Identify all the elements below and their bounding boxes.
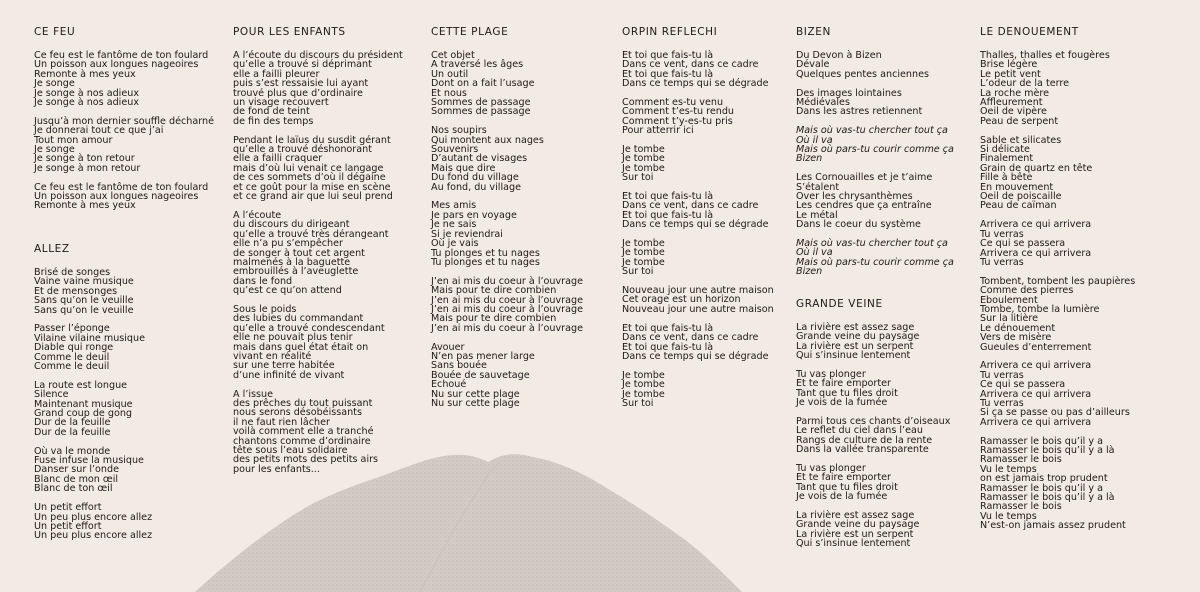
lyric-line: Je donnerai tout ce que j’ai: [34, 125, 164, 137]
lyric-line: Cet objet: [431, 50, 475, 61]
stanza: [34, 447, 152, 494]
lyric-line: Peau de serpent: [980, 115, 1059, 127]
stanza: [796, 89, 986, 117]
lyric-line: Vu le temps: [980, 463, 1037, 475]
lyric-line: Dont on a fait l’usage: [431, 78, 535, 90]
lyric-line: Sous le poids: [233, 303, 297, 315]
lyric-line: Si je reviendrai: [431, 228, 503, 240]
column-4: [622, 26, 812, 418]
lyric-line: Dur de la feuille: [34, 426, 111, 438]
lyric-line: Médiévales: [796, 97, 850, 109]
lyric-line: Je songe à nos adieux: [34, 97, 139, 109]
lyric-line: elle a failli craquer: [233, 153, 323, 165]
lyric-line: puis s’est ressaisie lui ayant: [233, 78, 369, 90]
lyric-line: Dans la vallée transparente: [796, 444, 929, 456]
lyric-line: Diable qui ronge: [34, 342, 114, 354]
lyric-line: Thalles, thalles et fougères: [980, 50, 1110, 61]
stanza: [796, 126, 986, 164]
lyric-line: Over les chrysanthèmes: [796, 191, 913, 203]
lyric-line: elle ne pouvait plus tenir: [233, 332, 353, 344]
stanza: [622, 192, 812, 230]
song-title: CE FEU: [34, 26, 76, 38]
lyric-line: mais d’où lui venait ce langage: [233, 162, 384, 174]
lyric-line: Grand coup de gong: [34, 408, 133, 420]
lyric-line: Un poisson aux longues nageoires: [34, 191, 199, 203]
stanza: [34, 183, 224, 211]
lyric-line: Je songe: [34, 78, 75, 90]
lyric-line: Blanc de mon œil: [34, 473, 119, 485]
lyric-line: Où il va: [796, 134, 833, 146]
lyric-line: Au fond, du village: [431, 181, 521, 193]
lyric-line: Finalement: [980, 153, 1034, 165]
lyric-line: L’odeur de la terre: [980, 78, 1070, 90]
stanza: [622, 145, 812, 183]
lyric-line: Tant que tu files droit: [796, 387, 898, 399]
lyric-line: Un outil: [431, 68, 469, 80]
lyric-line: Sur toi: [622, 266, 654, 278]
lyric-line: Ce feu est le fantôme de ton foulard: [34, 50, 209, 61]
stanza: [431, 343, 621, 409]
lyric-line: Passer l’éponge: [34, 323, 110, 335]
stanza: [622, 239, 812, 277]
lyric-line: Nos soupirs: [431, 125, 487, 137]
lyric-line: Arrivera ce qui arrivera: [980, 247, 1092, 259]
lyric-line: Bizen: [796, 153, 823, 165]
lyric-line: et ce grand air que lui seul prend: [233, 191, 393, 203]
lyric-line: Souvenirs: [431, 144, 479, 156]
stanza: [622, 51, 812, 89]
lyric-line: Sans qu’on le veuille: [34, 295, 134, 307]
lyric-line: A l’issue: [233, 388, 273, 400]
lyric-line: Remonte à mes yeux: [34, 200, 136, 212]
lyric-line: Ramasser le bois: [980, 501, 1062, 513]
lyric-line: Mais que dire: [431, 162, 496, 174]
lyric-line: Danser sur l’onde: [34, 464, 119, 476]
lyric-line: de songer à tout cet argent: [233, 247, 365, 259]
lyric-line: Le dénouement: [980, 322, 1056, 334]
song-title: ORPIN REFLECHI: [622, 26, 718, 38]
lyric-line: Les cendres que ça entraîne: [796, 200, 932, 212]
lyric-line: Tu verras: [980, 397, 1024, 409]
lyric-line: Et toi que fais-tu là: [622, 209, 714, 221]
lyric-line: Comment t’y-es-tu pris: [622, 115, 733, 127]
song-title: LE DENOUEMENT: [980, 26, 1079, 38]
lyric-line: Cet orage est un horizon: [622, 294, 741, 306]
lyric-line: Ramasser le bois qu’il y a: [980, 435, 1103, 447]
lyric-line: Ce qui se passera: [980, 379, 1066, 391]
lyric-line: Mais pour te dire combien: [431, 313, 557, 325]
lyric-line: Je songe à nos adieux: [34, 87, 139, 99]
lyric-line: Des images lointaines: [796, 87, 902, 99]
lyric-line: Un petit effort: [34, 502, 102, 514]
lyric-line: Fille à bête: [980, 172, 1033, 184]
lyric-line: Je pars en voyage: [431, 209, 517, 221]
lyric-line: Jusqu’à mon dernier souffle décharné: [34, 115, 214, 127]
lyric-line: elle n’a pu s’empêcher: [233, 238, 343, 250]
lyric-line: Et de mensonges: [34, 285, 118, 297]
stanza: [34, 51, 224, 107]
lyric-line: sur une terre habitée: [233, 360, 335, 372]
song-orpin-reflechi: [622, 26, 812, 408]
lyric-line: Un peu plus encore allez: [34, 530, 153, 542]
lyric-line: Bouée de sauvetage: [431, 369, 530, 381]
lyric-line: La rivière est un serpent: [796, 528, 914, 540]
stanza: [980, 277, 1170, 352]
lyric-line: Fuse infuse la musique: [34, 455, 144, 467]
stanza: [233, 136, 423, 202]
lyric-line: qu’elle a trouvé déshonorant: [233, 144, 372, 156]
lyric-line: A l’écoute du discours du président: [233, 50, 403, 61]
lyric-line: vivant en réalité: [233, 350, 312, 362]
lyric-line: Et te faire emporter: [796, 472, 891, 484]
lyric-line: Où je vais: [431, 238, 479, 250]
lyric-line: de fin des temps: [233, 115, 314, 127]
lyric-line: Dur de la feuille: [34, 417, 111, 429]
lyric-line: elle a failli pleurer: [233, 68, 320, 80]
lyric-line: Je tombe: [622, 369, 665, 381]
stanza: [796, 239, 986, 277]
lyric-line: Tant que tu files droit: [796, 481, 898, 493]
lyric-line: Vilaine vilaine musique: [34, 332, 146, 344]
lyric-line: Maintenant musique: [34, 398, 133, 410]
stanza: [796, 173, 986, 229]
lyric-line: des prêches du tout puissant: [233, 397, 373, 409]
lyric-line: Sur la litière: [980, 313, 1039, 325]
lyric-line: dans le fond: [233, 275, 293, 287]
song-bizen: [796, 26, 986, 277]
lyric-line: Je tombe: [622, 238, 665, 250]
song-title: GRANDE VEINE: [796, 298, 883, 310]
lyric-line: Vaine vaine musique: [34, 276, 134, 288]
stanza: [34, 503, 152, 541]
lyric-line: Le métal: [796, 209, 838, 221]
lyric-line: Je tombe: [622, 144, 665, 156]
lyric-line: voilà comment elle a tranché: [233, 426, 374, 438]
lyric-line: Bizen: [796, 266, 823, 278]
lyric-line: Parmi tous ces chants d’oiseaux: [796, 416, 951, 428]
stanza: [34, 268, 152, 315]
lyric-line: Vu le temps: [980, 510, 1037, 522]
lyric-line: Mais où vas-tu chercher tout ça: [796, 238, 948, 250]
lyric-line: Arrivera ce qui arrivera: [980, 360, 1092, 372]
stanza: [233, 211, 423, 296]
stanza: [980, 51, 1170, 126]
lyric-line: Comment es-tu venu: [622, 97, 724, 109]
lyric-line: Dans ce temps qui se dégrade: [622, 219, 769, 231]
lyric-line: il ne faut rien lâcher: [233, 416, 330, 428]
lyric-line: Dans le coeur du système: [796, 219, 921, 231]
lyric-line: J’en ai mis du coeur à l’ouvrage: [431, 294, 583, 306]
lyric-line: Je songe à ton retour: [34, 153, 135, 165]
lyric-line: Dans les astres retiennent: [796, 106, 923, 118]
lyric-line: Mes amis: [431, 200, 477, 212]
stanza: [622, 371, 812, 409]
stanza: [431, 126, 621, 192]
lyric-line: Arrivera ce qui arrivera: [980, 219, 1092, 231]
lyric-line: Blanc de ton œil: [34, 483, 113, 495]
lyric-line: pour les enfants...: [233, 463, 320, 475]
lyric-line: Sur toi: [622, 172, 654, 184]
lyric-line: A traversé les âges: [431, 59, 524, 71]
lyric-line: Mais où vas-tu chercher tout ça: [796, 125, 948, 137]
lyric-line: Tu plonges et tu nages: [431, 247, 540, 259]
lyric-line: Eboulement: [980, 294, 1038, 306]
lyric-line: Oeil de vipère: [980, 106, 1047, 118]
lyric-line: Brise légère: [980, 59, 1038, 71]
lyric-line: des petits mots des petits airs: [233, 454, 379, 466]
stanza: [796, 464, 950, 502]
lyric-line: Dans ce temps qui se dégrade: [622, 78, 769, 90]
lyric-line: Si ça se passe ou pas d’ailleurs: [980, 407, 1130, 419]
stanza: [431, 51, 621, 117]
lyric-line: mais dans quel état était on: [233, 341, 369, 353]
lyric-line: Mais où pars-tu courir comme ça: [796, 256, 954, 268]
lyric-line: Et nous: [431, 87, 467, 99]
lyric-line: Le petit vent: [980, 68, 1041, 80]
stanza: [796, 417, 950, 455]
column-5: [796, 26, 986, 550]
lyric-line: du discours du dirigeant: [233, 219, 350, 231]
lyric-line: Du fond du village: [431, 172, 519, 184]
lyric-line: Et toi que fais-tu là: [622, 68, 714, 80]
lyric-line: Affleurement: [980, 97, 1043, 109]
lyric-line: La rivière est assez sage: [796, 510, 915, 522]
stanza: [622, 98, 812, 136]
stanza: [980, 220, 1170, 267]
stanza: [980, 361, 1170, 427]
song-title: ALLEZ: [34, 243, 70, 255]
lyric-line: Nouveau jour une autre maison: [622, 285, 774, 297]
lyric-line: Sans qu’on le veuille: [34, 304, 134, 316]
lyric-line: Un poisson aux longues nageoires: [34, 59, 199, 71]
stanza: [233, 390, 423, 475]
song-title: CETTE PLAGE: [431, 26, 509, 38]
lyric-line: Et toi que fais-tu là: [622, 341, 714, 353]
stanza: [796, 323, 950, 361]
lyric-line: Nu sur cette plage: [431, 397, 520, 409]
lyric-line: Je tombe: [622, 247, 665, 259]
lyric-line: Mais pour te dire combien: [431, 285, 557, 297]
lyric-line: et ce goût pour la mise en scène: [233, 181, 391, 193]
lyric-line: A l’écoute: [233, 209, 282, 221]
stanza: [980, 136, 1170, 211]
lyric-line: Pendant le laïus du susdit gérant: [233, 134, 391, 146]
lyric-line: Comme des pierres: [980, 285, 1074, 297]
lyric-line: Avouer: [431, 341, 465, 353]
song-ce-feu: [34, 26, 224, 211]
stanza: [622, 324, 812, 362]
lyric-line: Je vois de la fumée: [796, 491, 888, 503]
lyric-line: trouvé plus que d’ordinaire: [233, 87, 363, 99]
stanza: [34, 324, 152, 371]
column-1: [34, 26, 224, 542]
lyric-line: N’est-on jamais assez prudent: [980, 520, 1126, 532]
lyric-line: Ramasser le bois qu’il y a là: [980, 492, 1115, 504]
stanza: [34, 117, 224, 173]
lyric-line: Je tombe: [622, 388, 665, 400]
lyric-line: Quelques pentes anciennes: [796, 68, 929, 80]
lyric-line: J’en ai mis du coeur à l’ouvrage: [431, 322, 583, 334]
lyric-line: Ramasser le bois qu’il y a: [980, 482, 1103, 494]
lyric-line: de ces sommets d’où il dégaine: [233, 172, 386, 184]
lyric-line: Pour atterrir ici: [622, 125, 694, 137]
lyric-line: Et te faire emporter: [796, 378, 891, 390]
lyric-line: Grain de quartz en tête: [980, 162, 1093, 174]
lyric-line: des lubies du commandant: [233, 313, 364, 325]
lyric-line: En mouvement: [980, 181, 1054, 193]
lyric-line: Comment t’es-tu rendu: [622, 106, 735, 118]
stanza: [796, 51, 986, 79]
column-2: [233, 26, 423, 484]
song-grande-veine: [796, 298, 950, 558]
lyric-line: Ce qui se passera: [980, 238, 1066, 250]
stanza: [233, 51, 423, 126]
lyric-line: nous serons désobéissants: [233, 407, 362, 419]
lyric-line: de fond de teint: [233, 106, 310, 118]
lyric-line: Nouveau jour une autre maison: [622, 303, 774, 315]
lyric-line: Je tombe: [622, 153, 665, 165]
lyric-line: Et toi que fais-tu là: [622, 50, 714, 61]
lyric-line: Mais où pars-tu courir comme ça: [796, 144, 954, 156]
lyric-line: Tu vas plonger: [796, 369, 866, 381]
column-6: [980, 26, 1170, 540]
lyric-line: d’une infinité de vivant: [233, 369, 345, 381]
lyric-line: Peau de caïman: [980, 200, 1057, 212]
lyric-line: S’étalent: [796, 181, 840, 193]
lyric-line: Sommes de passage: [431, 97, 531, 109]
lyric-line: Sommes de passage: [431, 106, 531, 118]
lyric-line: Qui s’insinue lentement: [796, 538, 911, 550]
lyric-line: Dans ce vent, dans ce cadre: [622, 200, 759, 212]
lyric-line: Tombe, tombe la lumière: [980, 303, 1100, 315]
lyric-line: Où il va: [796, 247, 833, 259]
lyric-line: Dans ce vent, dans ce cadre: [622, 59, 759, 71]
lyric-line: malmenés à la baguette: [233, 256, 351, 268]
lyric-line: Tu verras: [980, 369, 1024, 381]
lyric-line: Arrivera ce qui arrivera: [980, 416, 1092, 428]
lyric-line: Un peu plus encore allez: [34, 511, 153, 523]
lyric-line: Sable et silicates: [980, 134, 1062, 146]
song-title: POUR LES ENFANTS: [233, 26, 346, 38]
lyric-line: D’autant de visages: [431, 153, 528, 165]
lyric-line: Le reflet du ciel dans l’eau: [796, 425, 923, 437]
lyric-line: Tu verras: [980, 228, 1024, 240]
lyric-line: Je tombe: [622, 162, 665, 174]
lyric-line: Je vois de la fumée: [796, 397, 888, 409]
lyric-line: Dévale: [796, 59, 830, 71]
lyric-line: Je songe à mon retour: [34, 162, 141, 174]
column-3: [431, 26, 621, 418]
lyric-line: Remonte à mes yeux: [34, 68, 136, 80]
lyric-line: Vers de misère: [980, 332, 1052, 344]
song-allez: [34, 243, 152, 550]
lyric-line: Comme le deuil: [34, 361, 110, 373]
lyric-line: Grande veine du paysage: [796, 331, 920, 343]
lyric-line: Tout mon amour: [34, 134, 113, 146]
lyric-line: N’en pas mener large: [431, 350, 535, 362]
lyric-line: Sans bouée: [431, 360, 487, 372]
stanza: [980, 437, 1170, 531]
lyric-line: Si délicate: [980, 144, 1030, 156]
lyric-line: Tombent, tombent les paupières: [980, 275, 1136, 287]
lyric-line: J’en ai mis du coeur à l’ouvrage: [431, 303, 583, 315]
lyric-line: Et toi que fais-tu là: [622, 191, 714, 203]
lyric-line: tête sous l’eau solidaire: [233, 445, 348, 456]
lyric-line: Je tombe: [622, 379, 665, 391]
lyric-line: un visage recouvert: [233, 97, 329, 109]
lyric-line: Je tombe: [622, 256, 665, 268]
stanza: [233, 305, 423, 380]
lyric-line: embrouillés à l’aveuglette: [233, 266, 359, 278]
lyric-line: Qui montent aux nages: [431, 134, 544, 146]
lyric-line: qu’est ce qu’on attend: [233, 285, 342, 297]
stanza: [796, 370, 950, 408]
lyric-line: Nu sur cette plage: [431, 388, 520, 400]
lyric-line: qu’elle a trouvé très dérangeant: [233, 228, 389, 240]
lyric-line: Silence: [34, 389, 69, 401]
lyric-line: Tu vas plonger: [796, 463, 866, 475]
lyric-line: Arrivera ce qui arrivera: [980, 388, 1092, 400]
lyric-line: La route est longue: [34, 379, 128, 391]
stanza: [431, 201, 621, 267]
lyric-line: Je ne sais: [431, 219, 477, 231]
lyric-line: Qui s’insinue lentement: [796, 350, 911, 362]
lyric-line: Dans ce vent, dans ce cadre: [622, 332, 759, 344]
lyric-line: La rivière est assez sage: [796, 322, 915, 333]
lyric-line: qu’elle a trouvé condescendant: [233, 322, 385, 334]
lyric-line: Un petit effort: [34, 520, 102, 532]
stanza: [796, 511, 950, 549]
lyric-line: qu’elle a trouvé si déprimant: [233, 59, 372, 71]
song-title: BIZEN: [796, 26, 831, 38]
lyric-line: Dans ce temps qui se dégrade: [622, 350, 769, 362]
lyric-line: Et toi que fais-tu là: [622, 322, 714, 334]
lyric-line: La rivière est un serpent: [796, 340, 914, 352]
lyric-line: Rangs de culture de la rente: [796, 434, 933, 446]
lyric-line: chantons comme d’ordinaire: [233, 435, 371, 447]
lyric-line: Je songe: [34, 144, 75, 156]
lyric-line: Gueules d’enterrement: [980, 341, 1092, 353]
lyric-line: La roche mère: [980, 87, 1050, 99]
stanza: [431, 277, 621, 333]
lyric-line: Ramasser le bois: [980, 454, 1062, 466]
lyric-line: Grande veine du paysage: [796, 519, 920, 531]
lyric-line: Tu plonges et tu nages: [431, 256, 540, 268]
lyric-line: on est jamais trop prudent: [980, 473, 1108, 485]
lyric-line: Ramasser le bois qu’il y a là: [980, 444, 1115, 456]
lyric-line: Ce feu est le fantôme de ton foulard: [34, 181, 209, 193]
lyric-line: Où va le monde: [34, 445, 111, 457]
lyric-line: Brisé de songes: [34, 267, 111, 278]
song-pour-les-enfants: [233, 26, 423, 474]
lyric-line: Du Devon à Bizen: [796, 50, 882, 61]
lyric-line: Echoué: [431, 379, 467, 391]
lyric-line: Les Cornouailles et je t’aime: [796, 172, 933, 184]
lyric-line: Oeil de poiscaille: [980, 191, 1062, 203]
lyric-line: J’en ai mis du coeur à l’ouvrage: [431, 275, 583, 287]
song-cette-plage: [431, 26, 621, 408]
stanza: [622, 286, 812, 314]
lyric-line: Sur toi: [622, 397, 654, 409]
stanza: [34, 381, 152, 437]
lyric-line: Tu verras: [980, 256, 1024, 268]
lyric-line: Comme le deuil: [34, 351, 110, 363]
song-le-denouement: [980, 26, 1170, 531]
